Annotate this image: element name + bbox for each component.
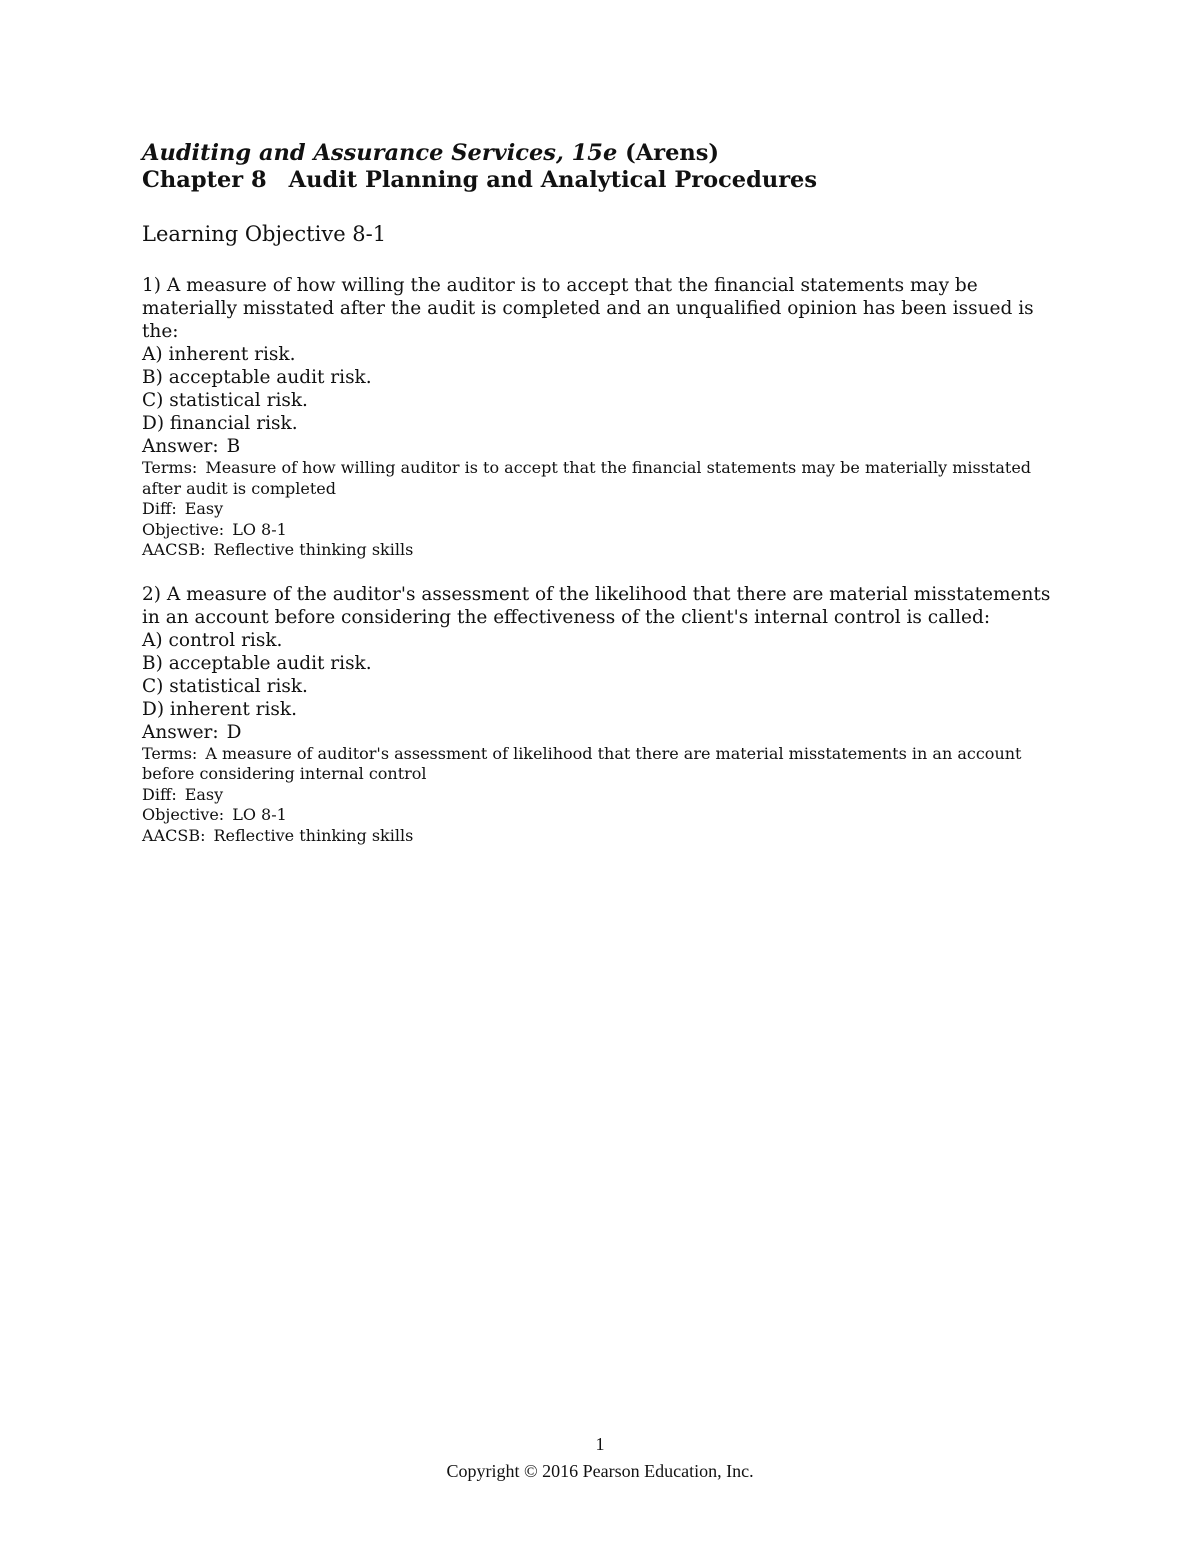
choice-a: A) control risk.: [142, 629, 283, 651]
terms-line: [142, 744, 1062, 785]
aacsb-line: [142, 826, 1062, 847]
answer-line: [142, 435, 1062, 458]
choice-c: C) statistical risk.: [142, 675, 308, 697]
diff-label: Diff:: [142, 499, 177, 518]
terms-label: Terms:: [142, 743, 198, 763]
objective-value: LO 8-1: [232, 519, 287, 539]
answer-value: B: [226, 436, 241, 457]
chapter-title: Audit Planning and Analytical Procedures: [288, 167, 818, 193]
aacsb-label: AACSB:: [142, 540, 206, 559]
answer-label: Answer:: [142, 436, 219, 457]
diff-value: Easy: [184, 784, 224, 804]
book-title-line: [142, 140, 1062, 167]
terms-line: [142, 458, 1062, 499]
terms-label: Terms:: [142, 458, 198, 477]
objective-label: Objective:: [142, 519, 225, 539]
copyright-notice: Copyright © 2016 Pearson Education, Inc.: [446, 1461, 754, 1481]
choice-a: A) inherent risk.: [142, 344, 296, 365]
choice-d: D) inherent risk.: [142, 698, 297, 720]
terms-value: Measure of how willing auditor is to accept that the financial statements may be materially misstated after audit is completed: [142, 458, 1032, 498]
chapter-label: Chapter 8: [142, 167, 267, 193]
objective-label: Objective:: [142, 805, 225, 824]
aacsb-value: Reflective thinking skills: [213, 825, 414, 845]
choice-b: B) acceptable audit risk.: [142, 652, 372, 674]
diff-label: Diff:: [142, 784, 177, 804]
diff-line: [142, 499, 1062, 520]
question-stem: 1) A measure of how willing the auditor is to accept that the financial statements may be materially misstated after the audit is completed and an unqualified opinion has been issued is the:: [142, 275, 1034, 342]
choice-c: C) statistical risk.: [142, 390, 308, 411]
page-number: 1: [595, 1434, 605, 1454]
choice-b: B) acceptable audit risk.: [142, 367, 372, 388]
aacsb-value: Reflective thinking skills: [213, 540, 414, 559]
aacsb-line: [142, 540, 1062, 561]
aacsb-label: AACSB:: [142, 825, 206, 845]
book-title: Auditing and Assurance Services, 15e: [142, 140, 618, 166]
answer-line: [142, 721, 1062, 744]
book-author: (Arens): [625, 140, 720, 166]
choice-d: D) financial risk.: [142, 413, 298, 434]
page-content: [142, 140, 1062, 846]
diff-line: [142, 785, 1062, 806]
question-stem: 2) A measure of the auditor's assessment of the likelihood that there are material misstatements in an account before considering the effectiveness of the client's internal control is called:: [142, 583, 1051, 628]
terms-value: A measure of auditor's assessment of likelihood that there are material misstatements in an account before considering internal control: [142, 743, 1022, 783]
chapter-title-line: [142, 167, 1062, 194]
objective-line: [142, 520, 1062, 541]
diff-value: Easy: [184, 499, 224, 518]
question-1: [142, 274, 1062, 561]
objective-value: LO 8-1: [232, 805, 287, 824]
learning-objective-heading: Learning Objective 8-1: [142, 222, 387, 246]
objective-line: [142, 805, 1062, 826]
answer-label: Answer:: [142, 721, 219, 743]
answer-value: D: [226, 721, 242, 743]
question-2: [142, 583, 1062, 847]
